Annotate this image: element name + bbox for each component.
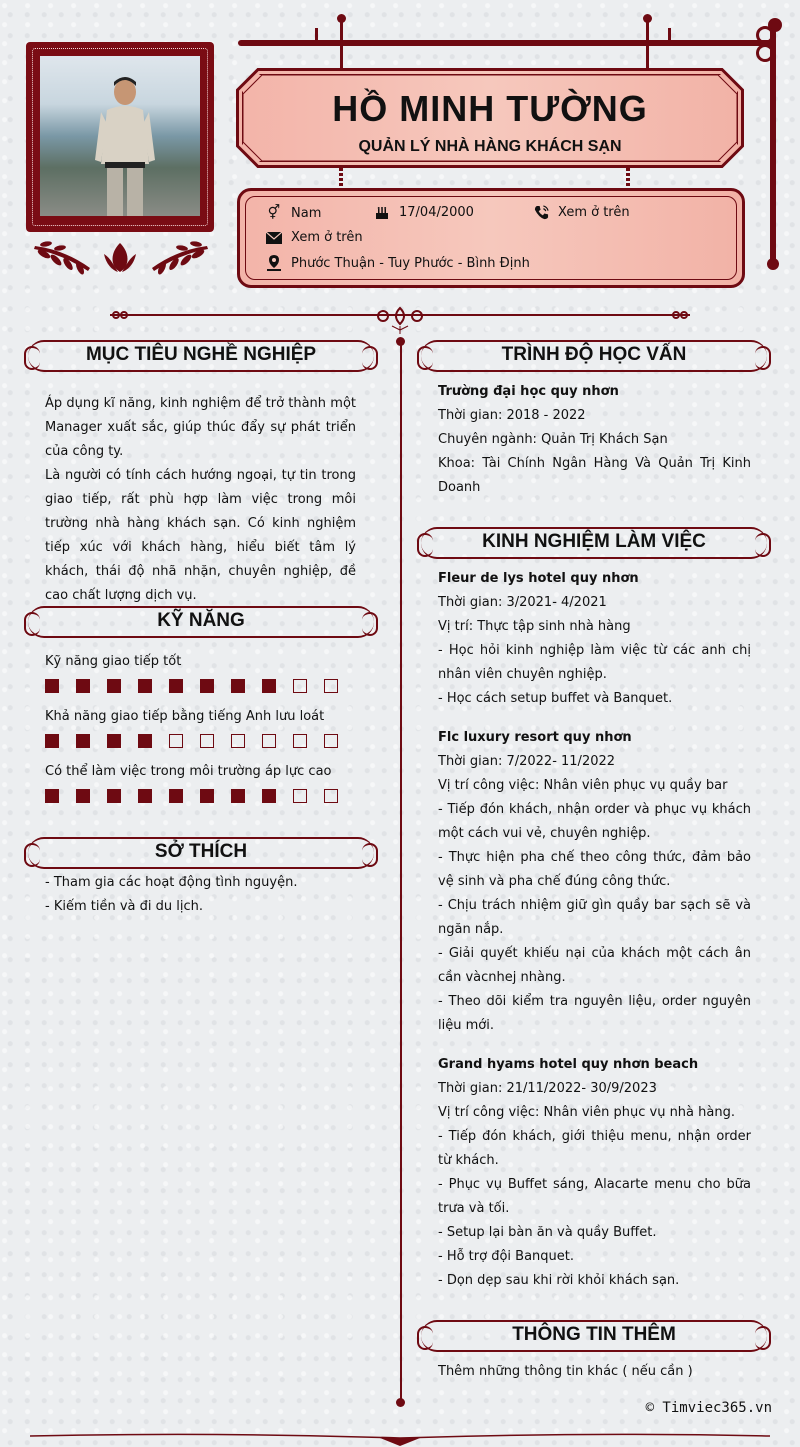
location-pin-icon [265,255,283,271]
job-company: Flc luxury resort quy nhơn [438,730,632,745]
skill-box-filled [262,789,276,803]
skill-box-filled [45,734,59,748]
objective-text-1: Áp dụng kĩ năng, kinh nghiệm để trở thành một Manager xuất sắc, giúp thúc đẩy sự phát triển của công ty. [45,396,356,459]
phone-icon [532,205,550,220]
avatar [40,56,200,216]
phone-value: Xem ở trên [558,205,630,220]
info-email [265,230,363,245]
job-company: Grand hyams hotel quy nhơn beach [438,1057,699,1072]
job-duty: - Học hỏi kinh nghiệp làm việc từ các anh chị nhân viên chuyên nghiệp. [438,643,751,682]
address-value: Phước Thuận - Tuy Phước - Bình Định [291,255,530,271]
job-duty: - Hỗ trợ đội Banquet. [438,1249,575,1264]
job-duty: - Dọn dẹp sau khi rời khỏi khách sạn. [438,1273,680,1288]
education-school: Trường đại học quy nhơn [438,384,619,399]
skill-box-filled [200,679,214,693]
name-plate [236,68,744,168]
candidate-role: QUẢN LÝ NHÀ HÀNG KHÁCH SẠN [358,138,622,155]
divider-ornament [100,304,700,340]
chain-right [626,168,630,188]
skill-box-filled [169,789,183,803]
section-experience [421,527,767,559]
skill-box-empty [262,734,276,748]
skill-box-empty [231,734,245,748]
skill-box-filled [262,679,276,693]
job-duty: - Giải quyết khiếu nại của khách một cách ân cần vàcnhej nhàng. [438,946,751,985]
job-duty: - Thực hiện pha chế theo công thức, đảm bảo vệ sinh và pha chế đúng công thức. [438,850,751,889]
job-position: Vị trí: Thực tập sinh nhà hàng [438,619,631,634]
skill-label: Có thể làm việc trong môi trường áp lực cao [45,764,332,779]
job-duty: - Chịu trách nhiệm giữ gìn quầy bar sạch sẽ và ngăn nắp. [438,898,751,937]
hanger-right-knob [643,14,652,23]
hanger-right [646,18,649,68]
signpost-rail [238,40,772,46]
skill-box-filled [76,734,90,748]
job-duty: - Phục vụ Buffet sáng, Alacarte menu cho bữa trưa và tối. [438,1177,751,1216]
skill-rating [45,789,338,803]
job-position: Vị trí công việc: Nhân viên phục vụ nhà hàng. [438,1105,735,1120]
job-duty: - Theo dõi kiểm tra nguyên liệu, order nguyên liệu mới. [438,994,751,1033]
education-faculty: Khoa: Tài Chính Ngân Hàng Và Quản Trị Kinh Doanh [438,456,751,495]
laurel-ornament [30,238,212,278]
pole-ring-2 [756,44,774,62]
skill-rating [45,679,338,693]
section-education [421,340,767,372]
info-birthday [373,205,474,220]
hobby-item: - Tham gia các hoạt động tình nguyện. [45,875,298,890]
skill-box-empty [169,734,183,748]
hanger-left [340,18,343,68]
cake-icon [373,206,391,220]
avatar-frame [26,42,214,232]
education-major: Chuyên ngành: Quản Trị Khách Sạn [438,432,668,447]
skill-label: Khả năng giao tiếp bằng tiếng Anh lưu loát [45,709,325,724]
skill-box-filled [45,789,59,803]
birthday-value: 17/04/2000 [399,205,474,220]
vertical-divider [400,338,402,1402]
pole-ring-1 [756,26,774,44]
info-gender [265,205,321,221]
gender-icon: ⚥ [267,205,281,221]
hanger-left-knob [337,14,346,23]
extra-title: THÔNG TIN THÊM [512,1324,676,1345]
info-address [265,255,530,271]
vertical-divider-top-dot [396,337,405,346]
section-objective [28,340,374,372]
email-value: Xem ở trên [291,230,363,245]
vertical-divider-bottom-dot [396,1398,405,1407]
objective-text-2: Là người có tính cách hướng ngoại, tự tin trong giao tiếp, rất phù hợp làm việc trong môi trường nhà hàng khách sạn. Có kinh nghiệm tiếp xúc với khách hàng, hiểu biết tâm lý khách, thái độ nhã nhặn, chuyên nghiệp, đề cao chất lượng dịch vụ. [45,468,356,603]
section-extra [421,1320,767,1352]
objective-title: MỤC TIÊU NGHỀ NGHIỆP [85,344,317,365]
skill-box-empty [293,679,307,693]
footer-brand: © Timviec365.vn [645,1400,772,1416]
skill-box-filled [107,734,121,748]
skill-box-empty [324,789,338,803]
signpost-pole [770,24,776,268]
info-phone [532,205,630,220]
skill-box-filled [200,789,214,803]
job-duty: - Setup lại bàn ăn và quầy Buffet. [438,1225,657,1240]
skill-box-filled [107,789,121,803]
job-time: Thời gian: 21/11/2022- 30/9/2023 [438,1081,657,1096]
bottom-ornament [30,1430,770,1446]
skill-box-empty [200,734,214,748]
education-time: Thời gian: 2018 - 2022 [438,408,586,423]
person-photo [95,74,155,216]
experience-title: KINH NGHIỆM LÀM VIỆC [482,531,706,552]
skill-box-filled [169,679,183,693]
skill-box-filled [76,679,90,693]
job-time: Thời gian: 7/2022- 11/2022 [438,754,616,769]
hobbies-title: SỞ THÍCH [154,841,248,862]
section-hobbies [28,837,374,869]
skill-box-empty [293,789,307,803]
skill-box-filled [107,679,121,693]
education-title: TRÌNH ĐỘ HỌC VẤN [501,344,687,365]
skill-box-empty [293,734,307,748]
job-position: Vị trí công việc: Nhân viên phục vụ quầy bar [438,778,728,793]
pole-bottom-knob [767,258,779,270]
skill-box-filled [231,679,245,693]
skill-box-filled [231,789,245,803]
section-skills [28,606,374,638]
job-time: Thời gian: 3/2021- 4/2021 [438,595,607,610]
skill-box-filled [138,734,152,748]
skill-rating [45,734,338,748]
skill-box-filled [45,679,59,693]
skills-title: KỸ NĂNG [157,610,245,631]
gender-value: Nam [291,205,322,221]
job-company: Fleur de lys hotel quy nhơn [438,571,639,586]
chain-left [339,168,343,188]
skill-box-filled [76,789,90,803]
skill-box-empty [324,679,338,693]
skill-box-filled [138,789,152,803]
rail-peg-2 [668,28,671,42]
hobby-item: - Kiếm tiền và đi du lịch. [45,899,203,914]
candidate-name: HỒ MINH TƯỜNG [332,88,648,129]
rail-peg-1 [315,28,318,42]
envelope-icon [265,232,283,244]
job-duty: - Học cách setup buffet và Banquet. [438,691,673,706]
job-duty: - Tiếp đón khách, giới thiệu menu, nhận order từ khách. [438,1129,751,1168]
job-duty: - Tiếp đón khách, nhận order và phục vụ khách một cách vui vẻ, chuyên nghiệp. [438,802,751,841]
skill-label: Kỹ năng giao tiếp tốt [45,654,182,669]
extra-text: Thêm những thông tin khác ( nếu cần ) [438,1364,693,1379]
skill-box-filled [138,679,152,693]
skill-box-empty [324,734,338,748]
